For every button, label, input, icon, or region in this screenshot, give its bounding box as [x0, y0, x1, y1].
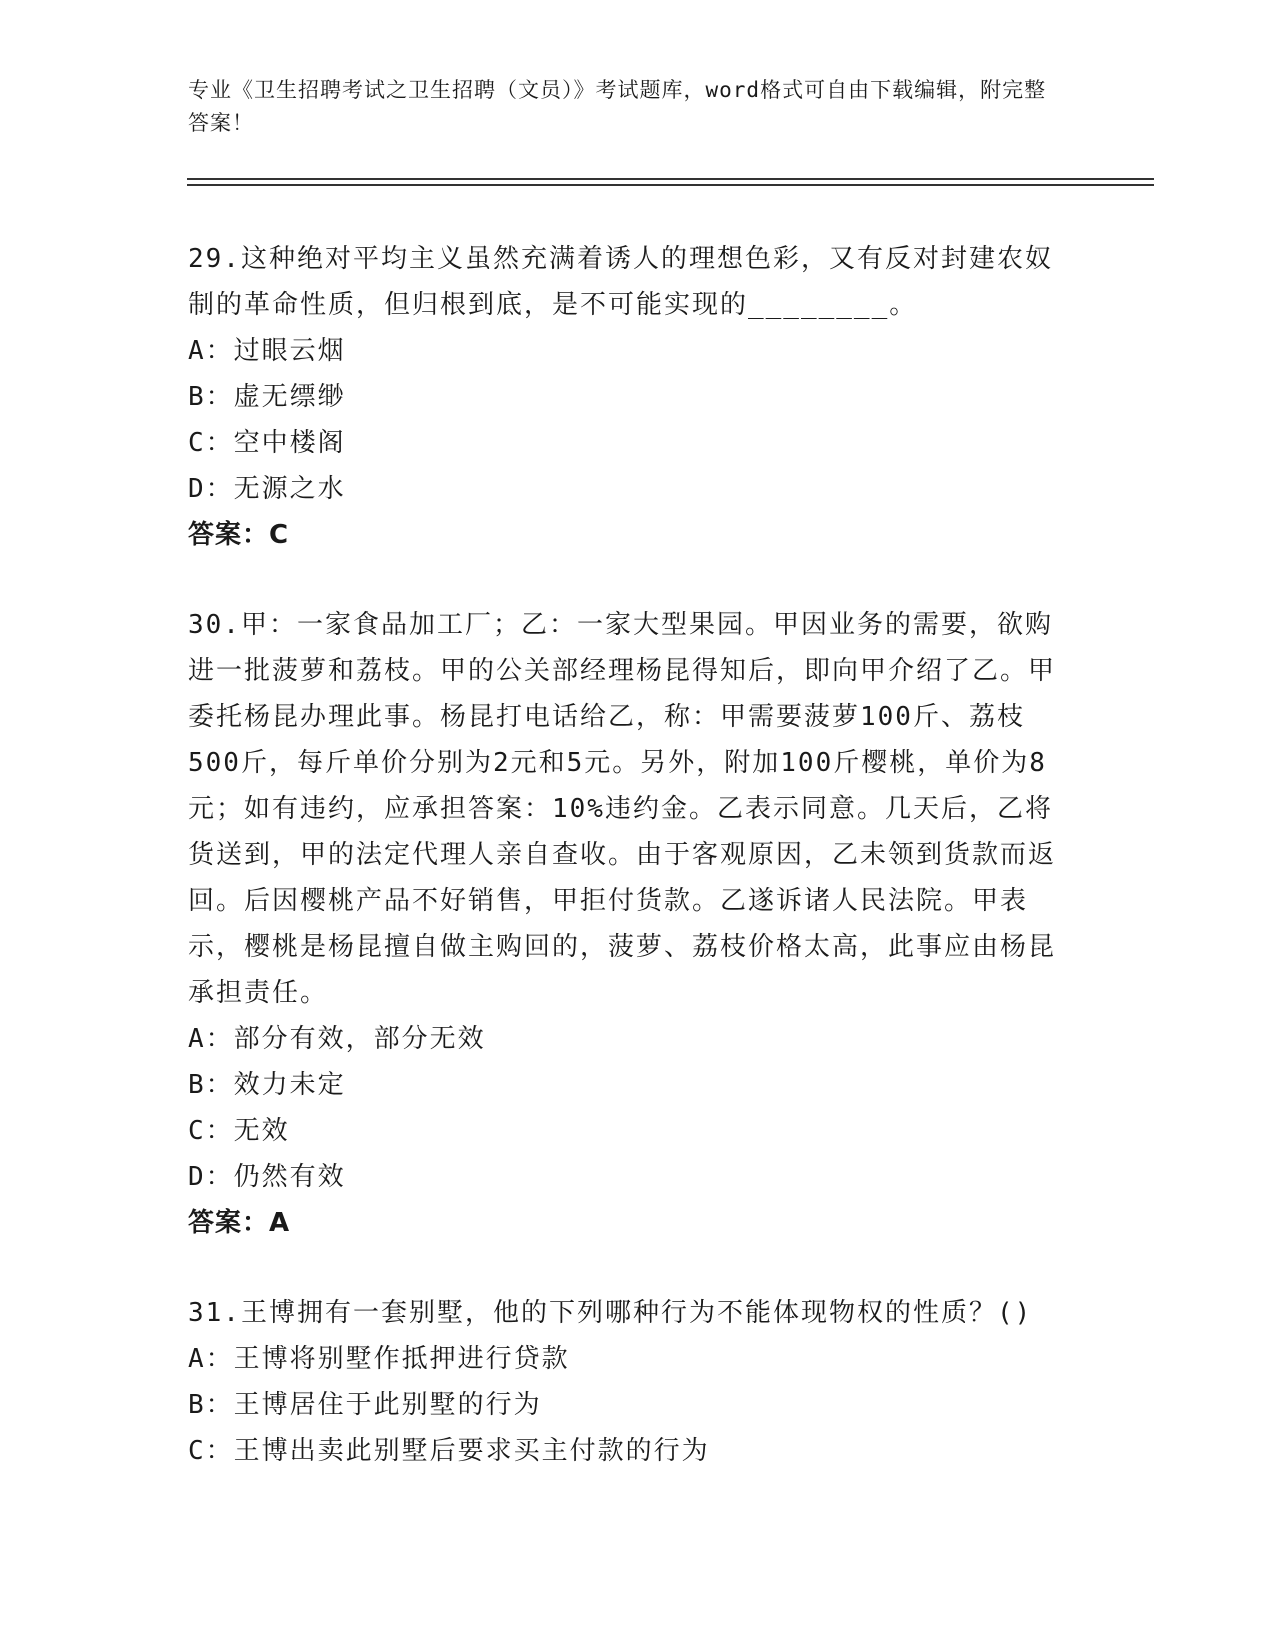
question-29	[188, 236, 1068, 558]
question-31	[188, 1290, 1068, 1474]
option-a: A：部分有效，部分无效	[188, 1024, 486, 1054]
document-header	[188, 74, 1068, 140]
option-b: B：虚无缥缈	[188, 382, 346, 412]
answer-line: 答案：A	[188, 1208, 291, 1238]
header-divider-bottom	[187, 184, 1154, 186]
option-b: B：王博居住于此别墅的行为	[188, 1390, 542, 1420]
option-a: A：王博将别墅作抵押进行贷款	[188, 1344, 570, 1374]
option-d: D：仍然有效	[188, 1162, 346, 1192]
question-stem: 30.甲：一家食品加工厂；乙：一家大型果园。甲因业务的需要，欲购进一批菠萝和荔枝。甲的公关部经理杨昆得知后，即向甲介绍了乙。甲委托杨昆办理此事。杨昆打电话给乙，称：甲需要菠萝100斤、荔枝500斤，每斤单价分别为2元和5元。另外，附加100斤樱桃，单价为8元；如有违约，应承担答案：10%违约金。乙表示同意。几天后，乙将货送到，甲的法定代理人亲自查收。由于客观原因，乙未领到货款而返回。后因樱桃产品不好销售，甲拒付货款。乙遂诉诸人民法院。甲表示，樱桃是杨昆擅自做主购回的，菠萝、荔枝价格太高，此事应由杨昆承担责任。	[188, 610, 1057, 1008]
question-stem: 31.王博拥有一套别墅，他的下列哪种行为不能体现物权的性质？()	[188, 1298, 1033, 1328]
option-a: A：过眼云烟	[188, 336, 346, 366]
answer-line: 答案：C	[188, 520, 290, 550]
option-b: B：效力未定	[188, 1070, 346, 1100]
option-c: C：王博出卖此别墅后要求买主付款的行为	[188, 1436, 710, 1466]
option-c: C：空中楼阁	[188, 428, 346, 458]
header-divider-top	[187, 178, 1154, 180]
header-text: 专业《卫生招聘考试之卫生招聘（文员）》考试题库，word格式可自由下载编辑，附完整答案！	[188, 78, 1047, 135]
option-c: C：无效	[188, 1116, 290, 1146]
question-30	[188, 602, 1068, 1246]
question-stem: 29.这种绝对平均主义虽然充满着诱人的理想色彩，又有反对封建农奴制的革命性质，但归根到底，是不可能实现的________。	[188, 244, 1053, 320]
option-d: D：无源之水	[188, 474, 346, 504]
